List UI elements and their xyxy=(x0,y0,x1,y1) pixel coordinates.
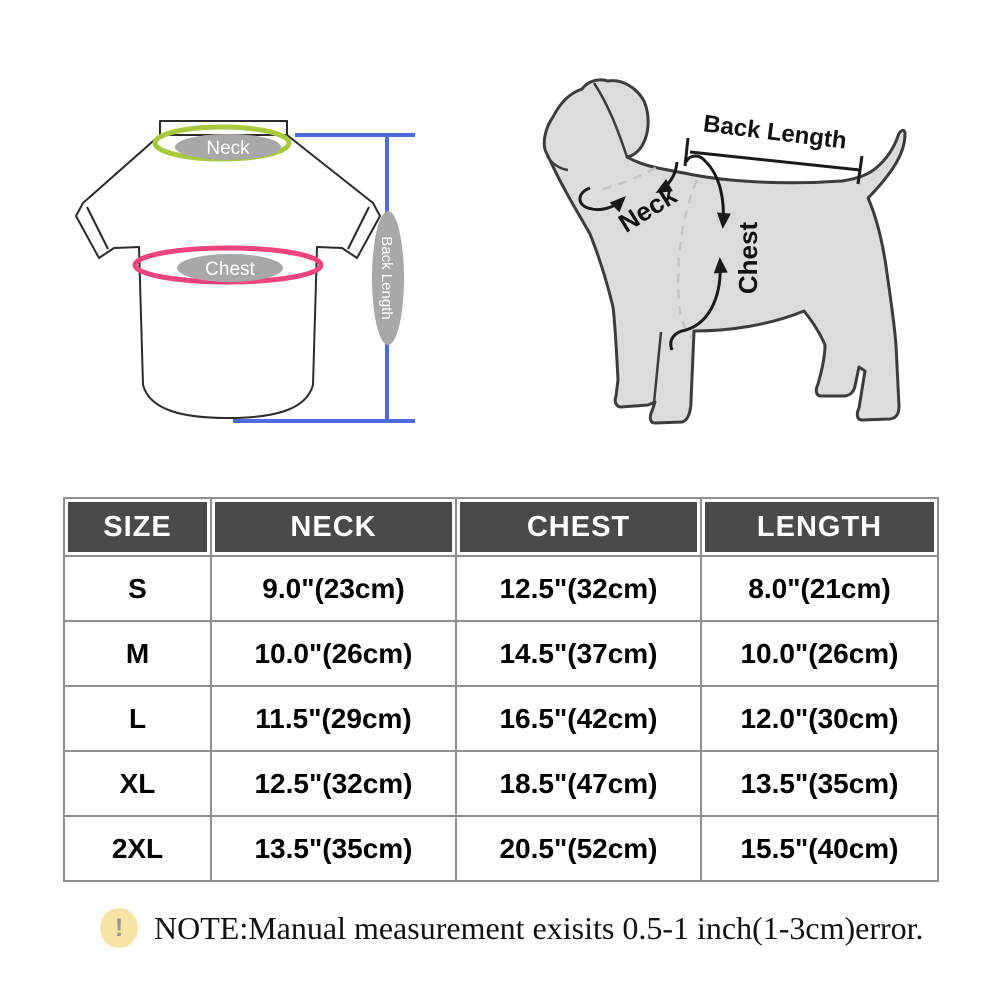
cell-neck: 13.5"(35cm) xyxy=(211,816,456,881)
chest-bubble-label: Chest xyxy=(205,259,255,280)
table-row xyxy=(64,556,938,621)
cell-neck: 11.5"(29cm) xyxy=(211,686,456,751)
dog-measure-diagram xyxy=(520,70,950,450)
table-row xyxy=(64,816,938,881)
back-length-bubble-label: Back Length xyxy=(378,236,395,320)
cell-neck: 10.0"(26cm) xyxy=(211,621,456,686)
table-row xyxy=(64,686,938,751)
header-length: LENGTH xyxy=(701,498,938,556)
header-neck: NECK xyxy=(211,498,456,556)
cell-length: 10.0"(26cm) xyxy=(701,621,938,686)
measurement-note xyxy=(100,908,960,948)
header-size: SIZE xyxy=(64,498,211,556)
cell-length: 8.0"(21cm) xyxy=(701,556,938,621)
garment-measure-diagram xyxy=(55,95,425,445)
note-text: NOTE:Manual measurement exisits 0.5-1 inch(1-3cm)error. xyxy=(154,909,924,946)
cell-chest: 18.5"(47cm) xyxy=(456,751,701,816)
table-row xyxy=(64,621,938,686)
cell-neck: 9.0"(23cm) xyxy=(211,556,456,621)
cell-size: M xyxy=(64,621,211,686)
cell-size: 2XL xyxy=(64,816,211,881)
table-row xyxy=(64,751,938,816)
cell-length: 12.0"(30cm) xyxy=(701,686,938,751)
dog-back-length-label: Back Length xyxy=(701,110,849,155)
exclamation-icon: ! xyxy=(100,908,138,948)
dog-neck-label: Neck xyxy=(613,179,682,239)
dog-chest-label: Chest xyxy=(733,221,763,295)
cell-size: S xyxy=(64,556,211,621)
cell-chest: 16.5"(42cm) xyxy=(456,686,701,751)
cell-chest: 14.5"(37cm) xyxy=(456,621,701,686)
cell-neck: 12.5"(32cm) xyxy=(211,751,456,816)
cell-size: XL xyxy=(64,751,211,816)
cell-length: 15.5"(40cm) xyxy=(701,816,938,881)
cell-chest: 20.5"(52cm) xyxy=(456,816,701,881)
header-chest: CHEST xyxy=(456,498,701,556)
cell-size: L xyxy=(64,686,211,751)
neck-bubble-label: Neck xyxy=(206,138,250,159)
cell-chest: 12.5"(32cm) xyxy=(456,556,701,621)
size-table-header-row xyxy=(64,498,938,556)
size-table xyxy=(63,497,939,882)
cell-length: 13.5"(35cm) xyxy=(701,751,938,816)
